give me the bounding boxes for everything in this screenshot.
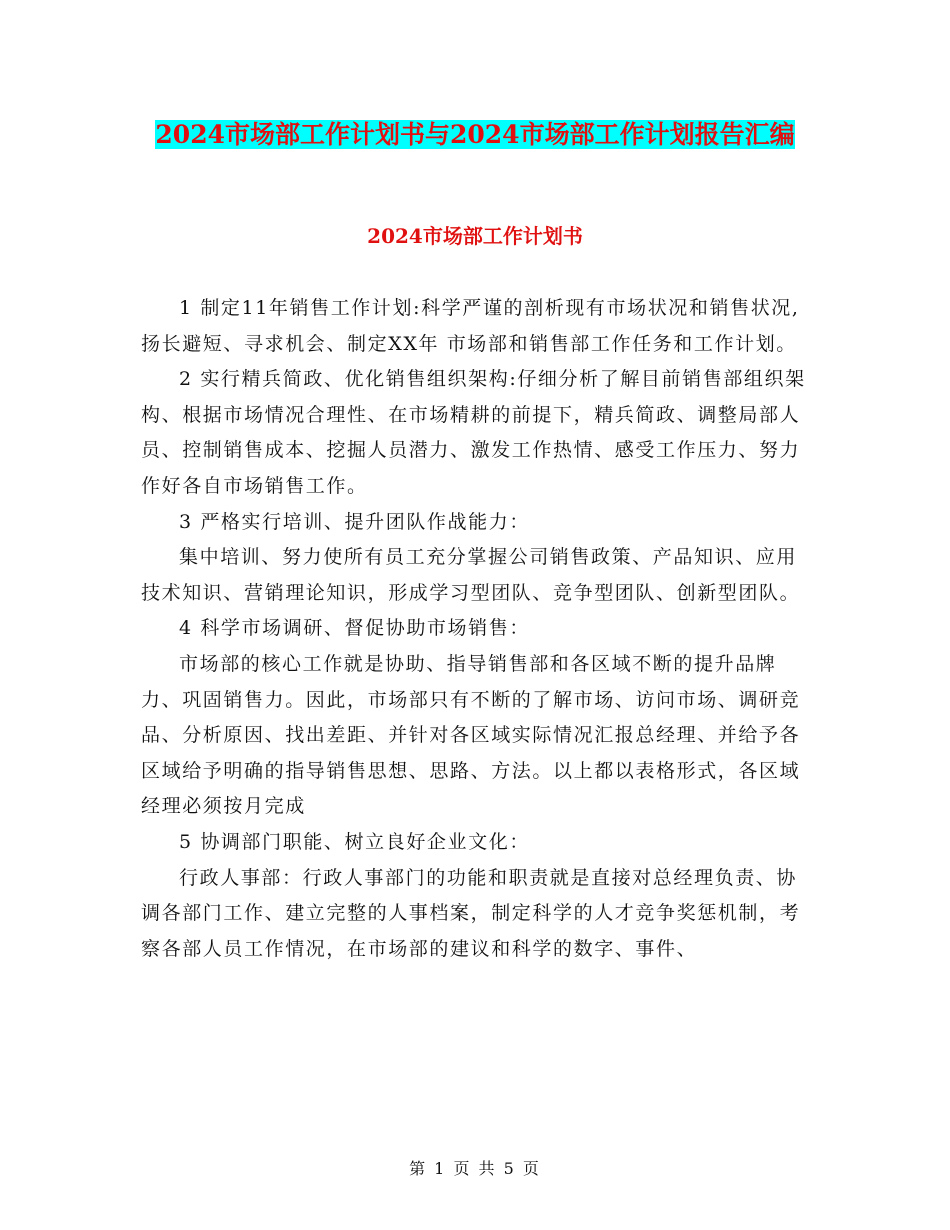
paragraph-2: 2 实行精兵简政、优化销售组织架构:仔细分析了解目前销售部组织架构、根据市场情况合理性、在市场精耕的前提下，精兵简政、调整局部人员、控制销售成本、挖掘人员潜力、激发工作热情、感受工作压力、努力作好各自市场销售工作。 (141, 368, 806, 497)
document-title-text: 2024市场部工作计划书与2024市场部工作计划报告汇编 (155, 120, 795, 149)
document-body (141, 291, 813, 967)
paragraph-8: 行政人事部：行政人事部门的功能和职责就是直接对总经理负责、协调各部门工作、建立完整的人事档案，制定科学的人才竞争奖惩机制，考察各部人员工作情况，在市场部的建议和科学的数字、事件、 (141, 866, 801, 960)
paragraph-1: 1 制定11年销售工作计划:科学严谨的剖析现有市场状况和销售状况,扬长避短、寻求机会、制定XX年 市场部和销售部工作任务和工作计划。 (141, 297, 800, 355)
paragraph-5: 4 科学市场调研、督促协助市场销售： (179, 617, 530, 640)
paragraph-7: 5 协调部门职能、树立良好企业文化： (179, 830, 530, 853)
document-title (140, 110, 810, 160)
paragraph-3: 3 严格实行培训、提升团队作战能力： (179, 510, 530, 533)
section-title: 2024市场部工作计划书 (367, 224, 583, 248)
page-footer: 第 1 页 共 5 页 (409, 1159, 541, 1178)
paragraph-4: 集中培训、努力使所有员工充分掌握公司销售政策、产品知识、应用技术知识、营销理论知识，形成学习型团队、竞争型团队、创新型团队。 (141, 546, 801, 604)
paragraph-6: 市场部的核心工作就是协助、指导销售部和各区域不断的提升品牌力、巩固销售力。因此，市场部只有不断的了解市场、访问市场、调研竞品、分析原因、找出差距、并针对各区域实际情况汇报总经理、并给予各区域给予明确的指导销售思想、思路、方法。以上都以表格形式，各区域经理必须按月完成 (141, 652, 801, 818)
